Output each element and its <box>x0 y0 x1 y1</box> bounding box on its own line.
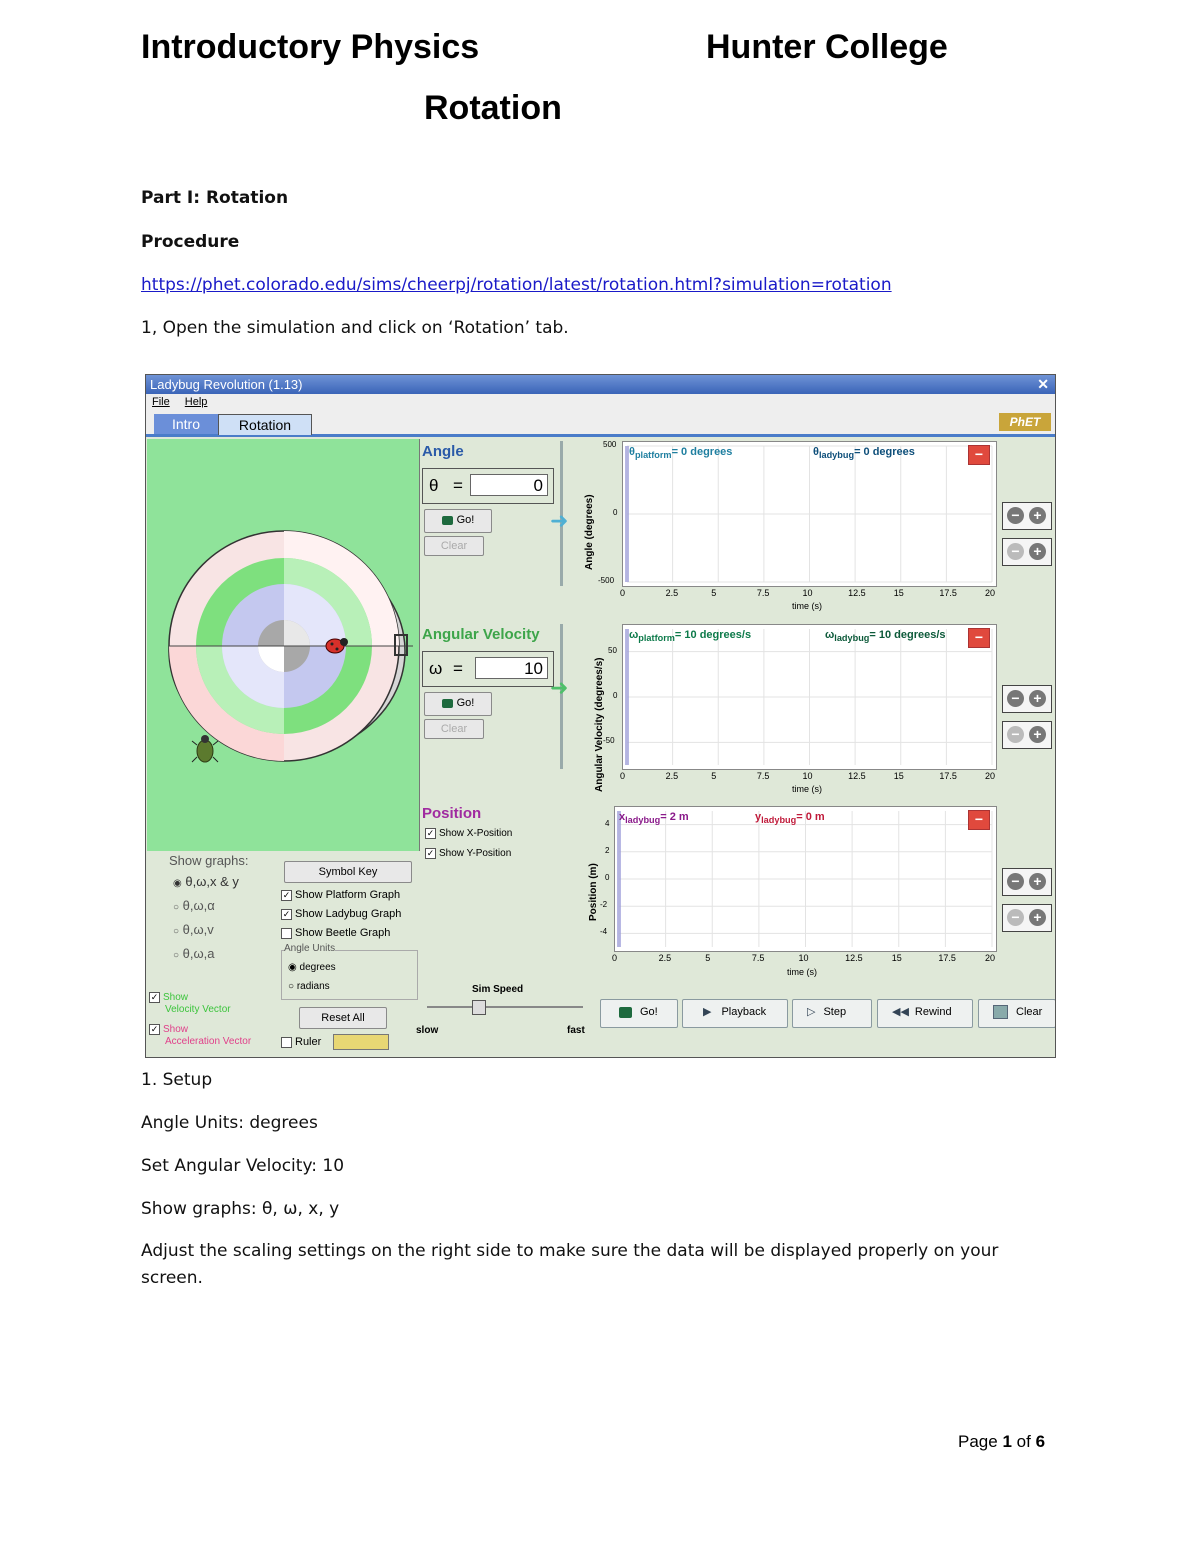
units-degrees-radio[interactable]: ◉ degrees <box>288 962 336 973</box>
footer-page-word: Page <box>958 1432 998 1451</box>
angular-velocity-clear-button[interactable]: Clear <box>424 719 484 739</box>
checkbox-checked-icon: ✓ <box>150 1024 159 1034</box>
show-beetle-graph-checkbox[interactable] <box>281 927 390 939</box>
y-tick-label: 2 <box>605 845 610 855</box>
page-number <box>958 1432 1045 1452</box>
menu-file[interactable]: File <box>152 396 170 408</box>
readout-symbol: ω <box>629 629 639 641</box>
part-title: Part I: Rotation <box>141 188 289 208</box>
arrow-right-icon: ➜ <box>550 675 569 700</box>
horizontal-zoom-control[interactable] <box>1002 721 1052 749</box>
button-label: Playback <box>721 1006 767 1018</box>
ruler-checkbox[interactable] <box>281 1036 321 1048</box>
go-icon <box>442 699 453 708</box>
y-tick-label: 50 <box>608 645 617 655</box>
show-x-position-checkbox[interactable] <box>425 828 512 839</box>
checkbox-label: Show Ladybug Graph <box>295 908 402 920</box>
angle-units-label: Angle Units <box>284 943 336 954</box>
zoom-in-icon[interactable]: + <box>1029 873 1046 890</box>
footer-total-pages: 6 <box>1035 1432 1046 1451</box>
vertical-zoom-control[interactable] <box>1002 502 1052 530</box>
menu-help[interactable]: Help <box>184 396 208 408</box>
readout-subscript: ladybug <box>625 815 661 826</box>
button-label: Rewind <box>914 1006 952 1018</box>
horizontal-zoom-control[interactable] <box>1002 904 1052 932</box>
x-tick-label: 12.5 <box>848 588 866 598</box>
checkbox-checked-icon: ✓ <box>426 828 435 838</box>
equals-sign: = <box>453 476 463 495</box>
button-label: Go! <box>640 1006 658 1018</box>
clear-button[interactable] <box>978 999 1056 1028</box>
checkbox-checked-icon: ✓ <box>282 908 291 919</box>
checkbox-label: Show Beetle Graph <box>295 927 391 939</box>
readout-value: = 10 degrees/s <box>869 629 946 641</box>
position-graph <box>614 806 997 952</box>
x-tick-label: 15 <box>893 588 904 598</box>
readout-subscript: ladybug <box>834 633 870 644</box>
graphs-option-alpha[interactable]: ○ θ,ω,α <box>173 898 215 913</box>
vertical-zoom-control[interactable] <box>1002 868 1052 896</box>
setup-show-graphs: Show graphs: θ, ω, x, y <box>141 1199 340 1219</box>
zoom-out-icon[interactable]: − <box>1007 873 1024 890</box>
theta-symbol: θ <box>429 476 439 495</box>
checkbox-checked-icon: ✓ <box>150 992 159 1002</box>
zoom-in-icon[interactable]: + <box>1029 690 1046 707</box>
angular-velocity-axis-label: Angular Velocity (degrees/s) <box>594 657 605 792</box>
sim-speed-label: Sim Speed <box>472 984 524 995</box>
omega-symbol: ω <box>429 659 443 678</box>
readout-value: = 0 m <box>796 811 825 823</box>
time-cursor <box>625 629 629 765</box>
setup-adjust-line-1: Adjust the scaling settings on the right side to make sure the data will be displayed properly on your <box>141 1241 999 1261</box>
zoom-out-icon[interactable]: − <box>1007 726 1024 743</box>
checkbox-empty-icon <box>281 1037 292 1048</box>
minimize-graph-icon[interactable]: − <box>968 628 990 648</box>
velocity-show-text: Show <box>163 992 189 1004</box>
x-tick-label: 20 <box>985 953 996 963</box>
acceleration-vector-text: Acceleration Vector <box>165 1036 252 1048</box>
angle-axis-label: Angle (degrees) <box>584 494 595 570</box>
angle-go-button[interactable] <box>424 509 492 533</box>
setup-angular-velocity: Set Angular Velocity: 10 <box>141 1156 345 1176</box>
angle-input-group <box>422 468 554 504</box>
zoom-out-icon[interactable]: − <box>1007 543 1024 560</box>
readout-subscript: platform <box>634 450 672 461</box>
symbol-key-button[interactable]: Symbol Key <box>284 861 412 883</box>
angle-clear-button[interactable]: Clear <box>424 536 484 556</box>
checkbox-label: Show Y-Position <box>439 848 512 860</box>
menu-bar <box>146 394 1055 410</box>
slow-label: slow <box>416 1025 439 1036</box>
angle-units-group <box>281 943 418 1000</box>
checkbox-checked-icon: ✓ <box>282 889 291 900</box>
angular-velocity-graph <box>622 624 997 770</box>
show-y-position-checkbox[interactable] <box>425 848 511 859</box>
x-tick-label: 20 <box>985 588 996 598</box>
x-tick-label: 17.5 <box>938 953 956 963</box>
y-tick-label: 500 <box>603 440 617 449</box>
zoom-out-icon[interactable]: − <box>1007 507 1024 524</box>
setup-angle-units: Angle Units: degrees <box>141 1113 318 1133</box>
close-icon[interactable]: ✕ <box>1037 376 1049 392</box>
angular-velocity-input[interactable]: 10 <box>475 657 548 679</box>
option-label: θ,ω,x & y <box>185 874 239 889</box>
setup-adjust-line-2: screen. <box>141 1268 203 1288</box>
readout-symbol: ω <box>825 629 835 641</box>
reset-all-button[interactable]: Reset All <box>299 1007 387 1029</box>
x-tick-label: 15 <box>891 953 902 963</box>
go-icon <box>442 516 453 525</box>
theta-ladybug-readout <box>813 446 915 460</box>
x-ladybug-readout <box>619 811 689 825</box>
x-tick-label: 12.5 <box>848 771 866 781</box>
x-tick-label: 2.5 <box>658 953 672 963</box>
readout-symbol: y <box>755 811 762 823</box>
x-tick-label: 5 <box>711 588 717 598</box>
y-tick-label: -500 <box>598 576 615 585</box>
readout-value: = 0 degrees <box>671 446 733 458</box>
omega-platform-readout <box>629 629 751 643</box>
readout-value: = 0 degrees <box>854 446 915 458</box>
option-label: θ,ω,a <box>182 946 215 961</box>
go-icon <box>619 1007 632 1018</box>
zoom-out-icon[interactable]: − <box>1007 909 1024 926</box>
checkbox-label: Ruler <box>295 1036 322 1048</box>
x-tick-label: 5 <box>711 771 717 781</box>
readout-subscript: ladybug <box>818 450 855 461</box>
angle-graph-plot <box>623 442 996 586</box>
tab-intro[interactable]: Intro <box>154 414 218 434</box>
readout-subscript: platform <box>638 633 675 644</box>
acceleration-show-text: Show <box>163 1024 189 1036</box>
minimize-graph-icon[interactable]: − <box>968 445 990 465</box>
y-tick-label: -50 <box>603 736 615 746</box>
button-label: Go! <box>456 697 475 709</box>
tab-rotation[interactable]: Rotation <box>218 414 312 435</box>
zoom-in-icon[interactable]: + <box>1029 726 1046 743</box>
radio-label: degrees <box>299 962 336 973</box>
y-tick-label: 0 <box>605 873 610 882</box>
x-tick-label: 7.5 <box>756 771 770 781</box>
y-tick-label: 4 <box>605 818 610 828</box>
x-tick-label: 7.5 <box>756 588 770 598</box>
y-tick-label: 0 <box>613 691 618 700</box>
x-tick-label: 0 <box>620 771 626 781</box>
velocity-vector-text: Velocity Vector <box>165 1004 231 1016</box>
y-ladybug-readout <box>755 811 825 825</box>
readout-subscript: ladybug <box>761 815 797 826</box>
units-radians-radio[interactable]: ○ radians <box>288 981 330 992</box>
clear-icon <box>993 1005 1008 1019</box>
beetle-icon <box>192 735 218 762</box>
x-tick-label: 2.5 <box>665 588 679 598</box>
theta-platform-readout <box>629 446 732 460</box>
show-platform-graph-checkbox[interactable] <box>281 889 400 901</box>
go-button[interactable] <box>600 999 678 1028</box>
phet-logo: PhET <box>999 413 1051 431</box>
angular-velocity-graph-plot <box>623 625 996 769</box>
procedure-label: Procedure <box>141 232 240 252</box>
footer-of-word: of <box>1016 1432 1031 1451</box>
x-tick-label: 0 <box>620 588 626 598</box>
readout-value: = 2 m <box>660 811 689 823</box>
graphs-option-a[interactable]: ○ θ,ω,a <box>173 946 215 961</box>
playback-button[interactable] <box>682 999 788 1028</box>
show-velocity-vector[interactable] <box>149 992 231 1016</box>
x-tick-label: 12.5 <box>845 953 863 963</box>
header-course: Introductory Physics <box>141 28 480 66</box>
zoom-in-icon[interactable]: + <box>1029 543 1046 560</box>
angle-section-title: Angle <box>422 443 464 460</box>
option-label: θ,ω,α <box>182 898 215 913</box>
rotating-platform[interactable] <box>147 439 419 851</box>
equals-sign: = <box>453 659 463 678</box>
button-label: Go! <box>456 514 475 526</box>
x-tick-label: 10 <box>802 771 813 781</box>
zoom-in-icon[interactable]: + <box>1029 909 1046 926</box>
angle-graph <box>622 441 997 587</box>
page-title: Rotation <box>424 89 562 127</box>
omega-ladybug-readout <box>825 629 946 643</box>
angular-velocity-input-group <box>422 651 554 687</box>
x-tick-label: 7.5 <box>751 953 765 963</box>
show-acceleration-vector[interactable] <box>149 1024 251 1048</box>
x-tick-label: 10 <box>802 588 813 598</box>
y-tick-label: 0 <box>613 508 618 517</box>
angular-velocity-go-button[interactable] <box>424 692 492 716</box>
button-label: Clear <box>1016 1006 1043 1018</box>
minimize-graph-icon[interactable]: − <box>968 810 990 830</box>
graphs-option-v[interactable]: ○ θ,ω,v <box>173 922 214 937</box>
time-axis-label: time (s) <box>792 784 822 794</box>
sim-speed-thumb[interactable] <box>472 1000 486 1015</box>
simulation-window <box>145 374 1056 1058</box>
arrow-right-icon: ➜ <box>550 508 569 533</box>
checkbox-empty-icon <box>281 928 292 939</box>
horizontal-zoom-control[interactable] <box>1002 538 1052 566</box>
position-section-title: Position <box>422 805 482 822</box>
play-icon: ▶ <box>703 1006 712 1018</box>
position-axis-label: Position (m) <box>588 863 599 921</box>
time-axis-label: time (s) <box>792 601 822 611</box>
readout-symbol: x <box>619 811 626 823</box>
radio-label: radians <box>296 981 330 992</box>
time-axis-label: time (s) <box>787 967 817 977</box>
rewind-icon: ◀◀ <box>892 1006 909 1018</box>
readout-symbol: θ <box>629 446 635 458</box>
zoom-out-icon[interactable]: − <box>1007 690 1024 707</box>
tab-bar <box>146 410 1055 437</box>
x-tick-label: 5 <box>705 953 711 963</box>
time-cursor <box>625 446 629 582</box>
x-tick-label: 0 <box>612 953 618 963</box>
angular-velocity-section-title: Angular Velocity <box>422 626 540 643</box>
checkbox-checked-icon: ✓ <box>426 848 435 858</box>
y-tick-label: -4 <box>600 927 608 937</box>
ruler-icon <box>333 1034 389 1050</box>
y-tick-label: -2 <box>600 900 608 910</box>
option-label: θ,ω,v <box>182 922 214 937</box>
time-cursor <box>617 811 621 947</box>
window-titlebar <box>146 375 1055 394</box>
x-tick-label: 2.5 <box>665 771 679 781</box>
step-1-text: 1, Open the simulation and click on ‘Rotation’ tab. <box>141 318 569 338</box>
vertical-zoom-control[interactable] <box>1002 685 1052 713</box>
readout-symbol: θ <box>813 446 819 458</box>
fast-label: fast <box>567 1025 585 1036</box>
x-tick-label: 20 <box>985 771 996 781</box>
x-tick-label: 17.5 <box>939 771 957 781</box>
window-title: Ladybug Revolution (1.13) <box>150 377 303 392</box>
step-button[interactable] <box>792 999 872 1028</box>
show-ladybug-graph-checkbox[interactable] <box>281 908 401 920</box>
header-college: Hunter College <box>706 28 948 66</box>
x-tick-label: 10 <box>798 953 809 963</box>
step-icon: ▷ <box>807 1006 816 1018</box>
show-graphs-label: Show graphs: <box>169 853 249 868</box>
zoom-in-icon[interactable]: + <box>1029 507 1046 524</box>
setup-title: 1. Setup <box>141 1070 213 1090</box>
graphs-option-xy[interactable]: ◉ θ,ω,x & y <box>173 874 239 889</box>
x-tick-label: 17.5 <box>939 588 957 598</box>
play-area <box>147 439 420 851</box>
sim-speed-track[interactable] <box>427 1006 583 1008</box>
rewind-button[interactable] <box>877 999 973 1028</box>
button-label: Step <box>823 1006 847 1018</box>
checkbox-label: Show Platform Graph <box>295 889 401 901</box>
angle-input[interactable]: 0 <box>470 474 548 496</box>
checkbox-label: Show X-Position <box>439 828 513 840</box>
simulation-link[interactable]: https://phet.colorado.edu/sims/cheerpj/rotation/latest/rotation.html?simulation=rotation <box>141 275 892 295</box>
footer-page-num: 1 <box>1002 1432 1012 1451</box>
readout-value: = 10 degrees/s <box>674 629 752 641</box>
position-graph-plot <box>615 807 996 951</box>
x-tick-label: 15 <box>893 771 904 781</box>
